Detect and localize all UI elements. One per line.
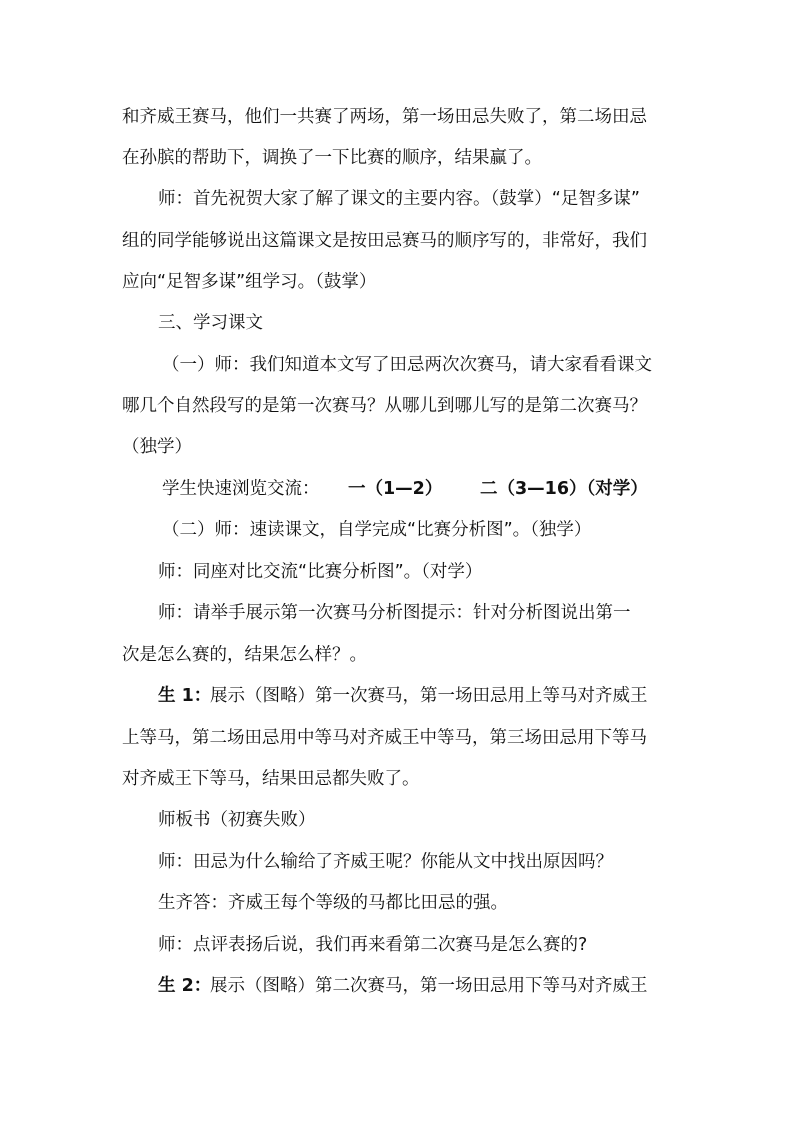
paragraph-line: 对齐威王下等马，结果田忌都失败了。: [122, 769, 420, 789]
paragraph-line: 组的同学能够说出这篇课文是按田忌赛马的顺序写的，非常好，我们: [122, 231, 647, 251]
paragraph-line: 师：请举手展示第一次赛马分析图提示：针对分析图说出第一: [158, 603, 631, 623]
paragraph-line: 上等马，第二场田忌用中等马对齐威王中等马，第三场田忌用下等马: [122, 728, 647, 748]
section-heading: 三、学习课文: [158, 313, 263, 333]
paragraph-line: （独学）: [122, 437, 192, 457]
paragraph-line: 展示（图略）第一次赛马，第一场田忌用上等马对齐威王: [210, 686, 648, 706]
speaker-label: 生 2：: [158, 976, 212, 996]
paragraph-line: 和齐威王赛马，他们一共赛了两场，第一场田忌失败了，第二场田忌: [122, 107, 647, 127]
paragraph-line: 生齐答：齐威王每个等级的马都比田忌的强。: [158, 893, 508, 913]
paragraph-line: 哪几个自然段写的是第一次赛马？从哪儿到哪儿写的是第二次赛马？: [122, 396, 647, 416]
paragraph-line: 次是怎么赛的，结果怎么样？。: [122, 645, 367, 665]
paragraph-line: （一）师：我们知道本文写了田忌两次次赛马，请大家看看课文: [162, 355, 652, 375]
paragraph-line: 师：首先祝贺大家了解了课文的主要内容。（鼓掌）“足智多谋”: [158, 189, 640, 209]
paragraph-line: （二）师：速读课文，自学完成“比赛分析图”。（独学）: [162, 520, 592, 540]
paragraph-line: 二（3—16）（对学）: [480, 479, 648, 499]
speaker-label: 生 1：: [158, 686, 212, 706]
paragraph-line: 师：同座对比交流“比赛分析图”。（对学）: [158, 562, 483, 582]
paragraph-line: 师板书（初赛失败）: [158, 810, 316, 830]
paragraph-line: 师：点评表扬后说，我们再来看第二次赛马是怎么赛的?: [158, 935, 588, 955]
paragraph-line: 在孙膑的帮助下，调换了一下比赛的顺序，结果赢了。: [122, 148, 542, 168]
paragraph-line: 应向“足智多谋”组学习。（鼓掌）: [122, 272, 377, 292]
paragraph-line: 师：田忌为什么输给了齐威王呢？你能从文中找出原因吗？: [158, 852, 613, 872]
paragraph-line: 一（1—2）: [348, 479, 443, 499]
paragraph-line: 学生快速浏览交流：: [162, 479, 320, 499]
paragraph-line: 展示（图略）第二次赛马，第一场田忌用下等马对齐威王: [210, 976, 648, 996]
